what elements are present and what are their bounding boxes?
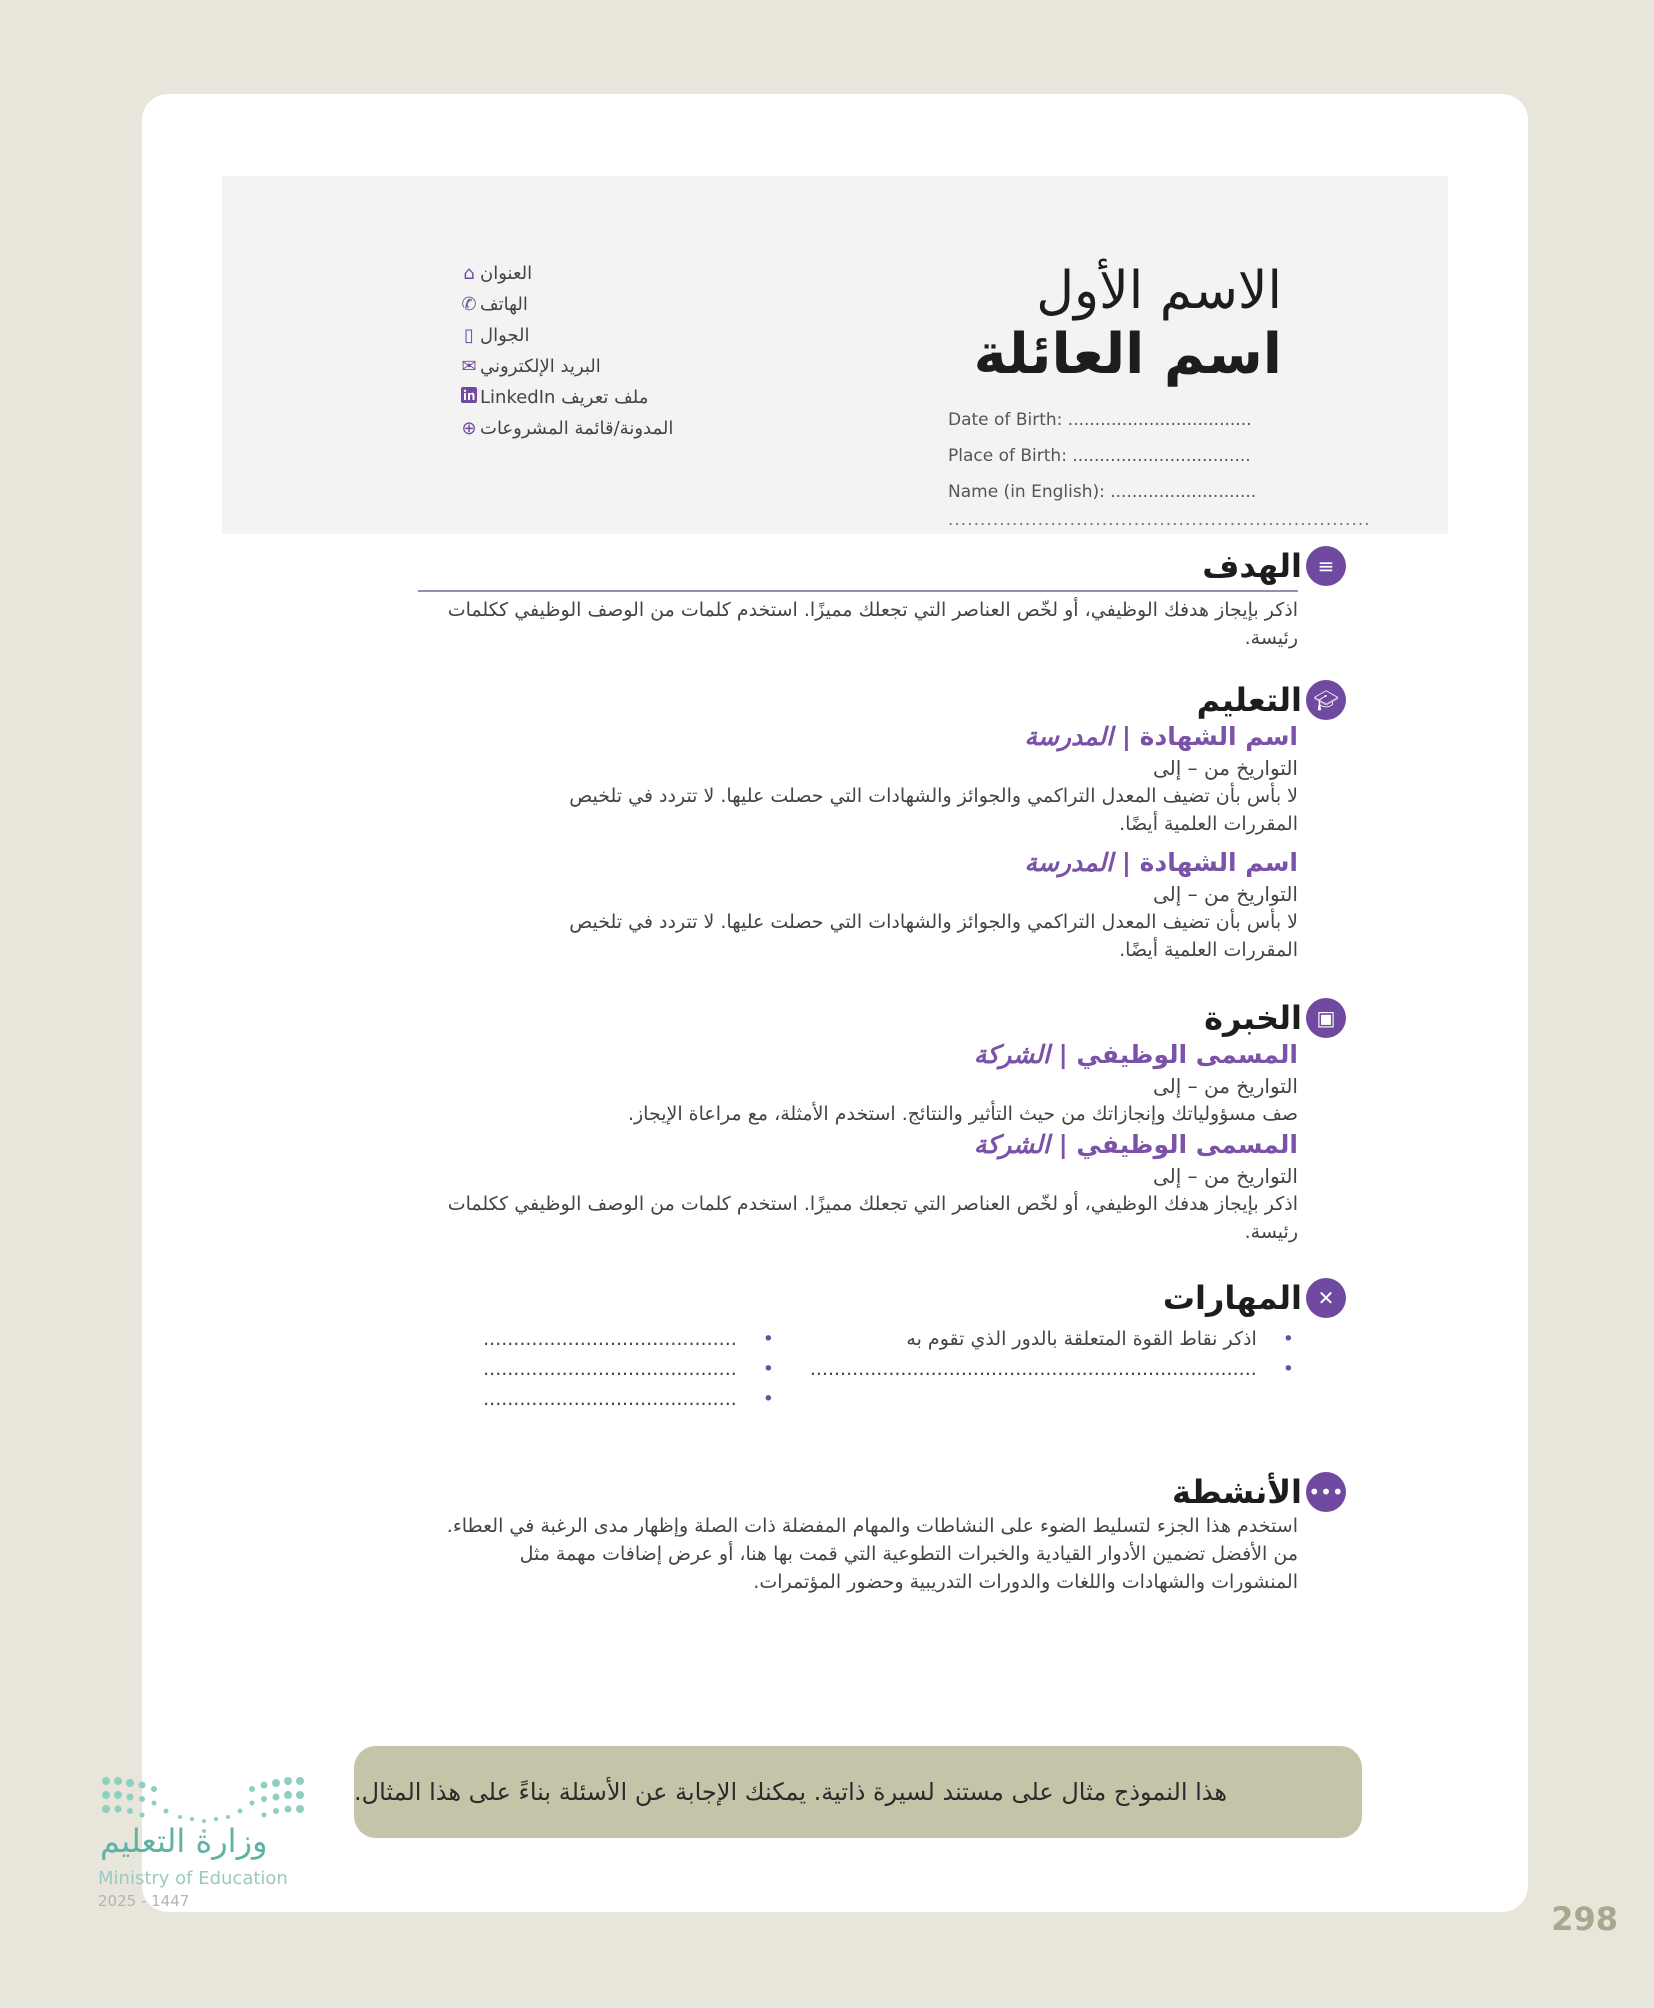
experience-entry-title: المسمى الوظيفي | الشركة [973,1040,1298,1069]
globe-icon: ⊕ [461,418,477,439]
skill-text: اذكر نقاط القوة المتعلقة بالدور الذي تقوم به [906,1328,1257,1350]
activities-section [438,1472,1344,1596]
education-entry [498,846,1298,964]
education-entry-title: اسم الشهادة | المدرسة [1024,722,1298,751]
home-icon: ⌂ [463,263,475,284]
contact-mobile [458,320,758,351]
experience-section [438,998,1336,1246]
skills-title: المهارات [1162,1279,1302,1317]
experience-title: الخبرة [1204,999,1302,1037]
skill-text: .......................................................................... [809,1358,1257,1380]
skill-text: .......................................... [483,1328,737,1350]
experience-entry [438,1038,1298,1128]
education-dates: التواريخ من – إلى [1152,882,1298,906]
list-icon: ≡ [1306,546,1346,586]
page-number: 298 [1551,1900,1618,1938]
bullet-icon: • [762,1388,774,1410]
experience-dates: التواريخ من – إلى [1152,1164,1298,1188]
bullet-icon: • [762,1328,774,1350]
date-of-birth: Date of Birth: .................................. [948,410,1252,430]
company-name: الشركة [973,1130,1050,1159]
ministry-name-arabic: وزارة التعليم [100,1822,268,1860]
degree-name: اسم الشهادة [1139,722,1298,751]
education-heading [498,680,1346,720]
experience-dates: التواريخ من – إلى [1152,1074,1298,1098]
contact-address [458,258,758,289]
contact-blog-label: المدونة/قائمة المشروعات [480,418,674,439]
graduation-cap-icon: 🎓︎ [1306,680,1346,720]
name-block [974,260,1282,388]
contact-list [458,258,758,444]
skill-item [810,1324,1294,1354]
school-name: المدرسة [1024,722,1114,751]
education-title: التعليم [1196,681,1302,719]
more-icon: ••• [1306,1472,1346,1512]
cv-header [222,176,1448,534]
experience-entry [438,1128,1298,1246]
skills-heading [998,1278,1346,1318]
bullet-icon: • [1282,1328,1294,1350]
contact-address-label: العنوان [480,263,533,284]
experience-heading [438,998,1346,1038]
first-name: الاسم الأول [1036,261,1282,321]
education-section [498,680,1339,964]
name-english: Name (in English): ........................... [948,482,1257,502]
skill-text: .......................................... [483,1388,737,1410]
experience-desc: صف مسؤولياتك وإنجازاتك من حيث التأثير والنتائج. استخدم الأمثلة، مع مراعاة الإيجاز. [627,1103,1298,1125]
last-name: اسم العائلة [973,322,1282,387]
education-desc: لا بأس بأن تضيف المعدل التراكمي والجوائز والشهادات التي حصلت عليها. لا تتردد في تلخيص المقررات العلمية أيضًا. [569,785,1298,835]
skill-item [483,1324,774,1354]
note-banner [354,1746,1362,1838]
note-text: هذا النموذج مثال على مستند لسيرة ذاتية. يمكنك الإجابة عن الأسئلة بناءً على هذا المثال. [354,1778,1228,1806]
education-dates: التواريخ من – إلى [1152,756,1298,780]
job-title: المسمى الوظيفي [1076,1130,1298,1159]
objective-heading [438,546,1346,586]
objective-text: اذكر بإيجاز هدفك الوظيفي، أو لخّص العناصر التي تجعلك مميزًا. استخدم كلمات من الوصف الوظيفي ككلمات رئيسة. [447,599,1298,649]
contact-linkedin [458,382,758,413]
contact-phone-label: الهاتف [480,294,528,315]
skill-item [483,1384,774,1414]
school-name: المدرسة [1024,848,1114,877]
name-english-line2: .................................................................. [948,510,1371,530]
contact-blog [458,413,758,444]
personal-meta [948,402,1371,530]
skill-item [483,1354,774,1384]
linkedin-icon [458,387,480,408]
mobile-icon: ▯ [464,325,474,346]
objective-divider [418,590,1298,592]
job-title: المسمى الوظيفي [1076,1040,1298,1069]
contact-phone [458,289,758,320]
education-desc: لا بأس بأن تضيف المعدل التراكمي والجوائز والشهادات التي حصلت عليها. لا تتردد في تلخيص المقررات العلمية أيضًا. [569,911,1298,961]
contact-mobile-label: الجوال [480,325,530,346]
education-entry [498,720,1298,838]
skills-left-column [483,1324,774,1414]
skills-section [998,1278,1335,1318]
skills-list [480,1324,1294,1414]
company-name: الشركة [973,1040,1050,1069]
skill-text: .......................................... [483,1358,737,1380]
experience-desc: اذكر بإيجاز هدفك الوظيفي، أو لخّص العناصر التي تجعلك مميزًا. استخدم كلمات من الوصف الوظيفي ككلمات رئيسة. [447,1193,1298,1243]
ministry-name-english: Ministry of Education [98,1868,288,1889]
phone-icon: ✆ [461,294,477,315]
objective-title: الهدف [1202,547,1302,585]
skills-right-column [810,1324,1294,1384]
activities-heading [438,1472,1346,1512]
contact-linkedin-label: ملف تعريف LinkedIn [480,387,649,408]
contact-email [458,351,758,382]
experience-entry-title: المسمى الوظيفي | الشركة [973,1130,1298,1159]
tools-icon: ✕ [1306,1278,1346,1318]
activities-text: استخدم هذا الجزء لتسليط الضوء على النشاطات والمهام المفضلة ذات الصلة وإظهار مدى الرغبة في العطاء. من الأفضل تضمين الأدوار القيادية والخبرات التطوعية التي قمت بها هنا، أو عرض إضافات مهمة مثل المنشورات والشهادات واللغات والدورات التدريبية وحضور المؤتمرات. [446,1515,1298,1593]
objective-section [438,546,1335,652]
activities-title: الأنشطة [1172,1473,1302,1511]
bullet-icon: • [1282,1358,1294,1380]
degree-name: اسم الشهادة [1139,848,1298,877]
contact-email-label: البريد الإلكتروني [480,356,601,377]
education-entry-title: اسم الشهادة | المدرسة [1024,848,1298,877]
bullet-icon: • [762,1358,774,1380]
ministry-year: 2025 - 1447 [98,1892,190,1910]
place-of-birth: Place of Birth: ................................. [948,446,1251,466]
briefcase-icon: ▣ [1306,998,1346,1038]
email-icon: ✉ [461,356,477,377]
skill-item [810,1354,1294,1384]
